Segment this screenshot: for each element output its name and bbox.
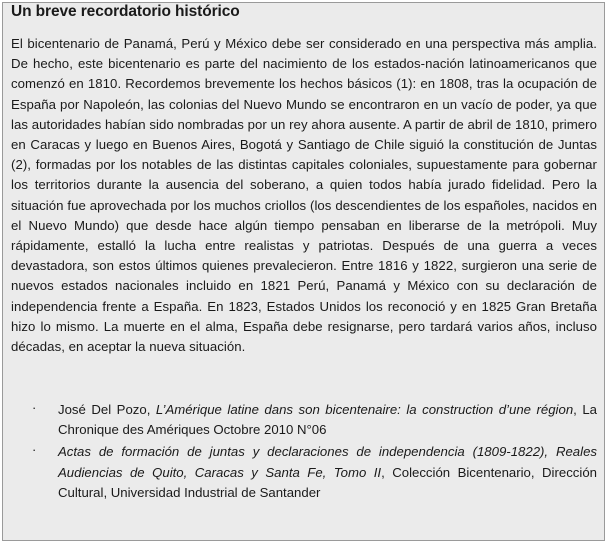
body-paragraph: El bicentenario de Panamá, Perú y México debe ser considerado en una perspectiva más amplia. De hecho, este bicentenario es parte del nacimiento de los estados-nación latinoamericanos que comenzó en 1810. Recordemos brevemente los hechos básicos (1): en 1808, tras la ocupación de España por Napoleón, las colonias del Nuevo Mundo se encontraron en un vacío de poder, ya que las autoridades habían sido nombradas por un rey ahora ausente. A partir de abril de 1810, primero en Caracas y luego en Buenos Aires, Bogotá y Santiago de Chile siguió la constitución de Juntas (2), formadas por los notables de las distintas capitales coloniales, supuestamente para gobernar los territorios durante la ausencia del soberano, a quien todos había jurado fidelidad. Pero la situación fue aprovechada por los muchos criollos (los descendientes de los españoles, nacidos en el Nuevo Mundo) que desde hace algún tiempo pensaban en liberarse de la metrópoli. Muy rápidamente, estalló la lucha entre realistas y patriotas. Después de una guerra a veces devastadora, son estos últimos quienes prevalecieron. Entre 1816 y 1822, surgieron una serie de nuevos estados nacionales incluido en 1821 Perú, Panamá y México con su declaración de independencia frente a España. En 1823, Estados Unidos los reconoció y en 1825 Gran Bretaña hizo lo mismo. La muerte en el alma, España debe resignarse, pero tardará varios años, incluso décadas, en aceptar la nueva situación. xyxy=(11,36,597,355)
bullet-icon: · xyxy=(32,442,37,458)
historical-note-box xyxy=(2,2,605,541)
reference-details: , La Chronique des Amériques Octobre 2010 N°06 xyxy=(58,402,597,438)
reference-details: , Colección Bicentenario, Dirección Cultural, Universidad Industrial de Santander xyxy=(58,464,597,500)
reference-list xyxy=(3,400,603,505)
reference-title: Actas de formación de juntas y declaraciones de independencia (1809-1822), Reales Audiencias de Quito, Caracas y Santa Fe, Tomo II xyxy=(58,444,597,480)
reference-title: L’Amérique latine dans son bicentenaire: la construction d’une région xyxy=(155,402,574,417)
reference-item xyxy=(3,400,603,440)
section-title: Un breve recordatorio histórico xyxy=(11,3,240,20)
reference-item xyxy=(3,442,603,503)
reference-author: José Del Pozo, xyxy=(58,402,156,417)
bullet-icon: · xyxy=(32,400,37,415)
